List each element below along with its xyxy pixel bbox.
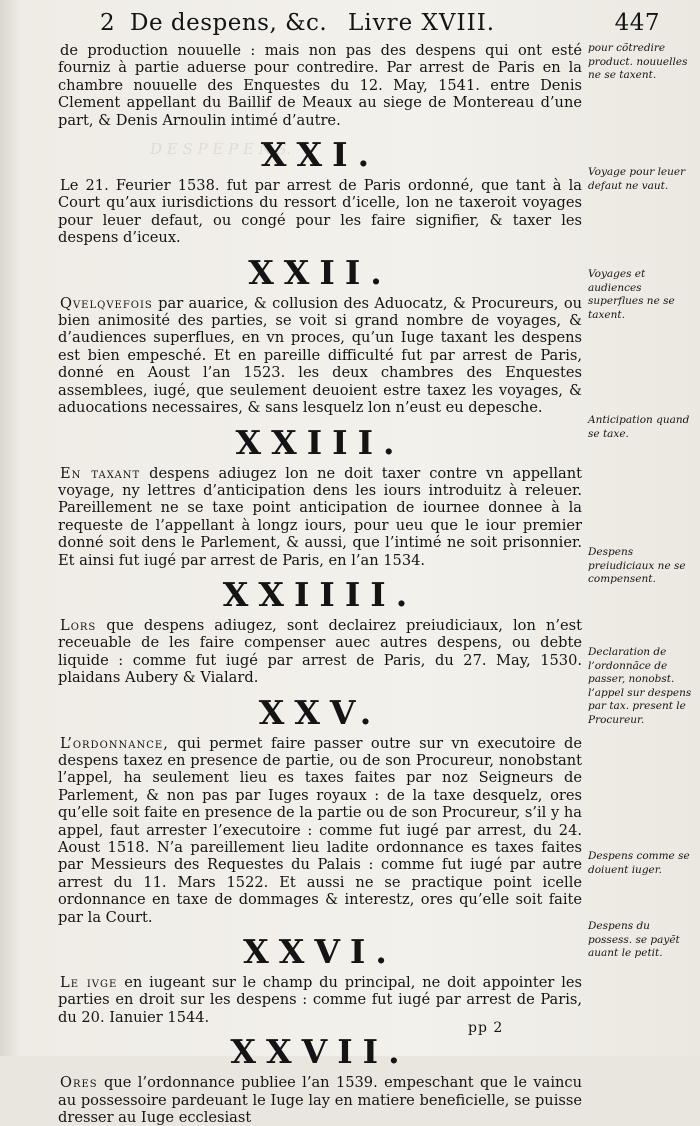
margin-note: Anticipation quand se taxe. [588,414,690,440]
section-paragraph [58,1074,582,1126]
section-heading: XXIII. [235,422,405,462]
margin-note: Despens comme se doiuent iuger. [588,850,690,876]
lead-word: En taxant [60,464,141,482]
running-header [100,6,660,40]
section-paragraph [58,295,582,417]
margin-note: pour cõtredire product. nouuelles ne se taxent. [588,42,688,82]
paragraph-text: par auarice, & collusion des Aduocatz, & Procureurs, ou bien animosité des parties, se voit si grand nombre de voyages, & d’audiences superflues, en vn proces, qu’un Iuge taxant les despens est bien empesché. Et en pareille difficulté fut par arrest de Paris, donné en Aoust l’an 1523. les deux chambres des Enquestes assemblees, iugé, que seulement deuoient estre taxez les voyages, & aduocations necessaires, & sans lesquelz lon n’eust eu depesche. [58,294,582,417]
margin-note: Voyages et audiences superflues ne se taxent. [588,268,675,321]
section-heading: XXIIII. [222,574,418,614]
paragraph-text: despens adiugez lon ne doit taxer contre vn appellant voyage, ny lettres d’anticipation dens les iours introduitz à releuer. Pareillement ne se taxe point anticipation de iournee donnee à la requeste de l’appellant à longz iours, pour ueu que le iour premier donné soit dens le Parlement, & aussi, que l’intimé ne soit prisonnier. Et ainsi fut iugé par arrest de Paris, en l’an 1534. [58,464,582,569]
paragraph-text: que despens adiugez, sont declairez preiudiciaux, lon n’est receuable de les faire compenser auec autres despens, ou debte liquide : comme fut iugé par arrest de Paris, du 27. May, 1530. plaidans Aubery & Vialard. [58,616,582,687]
margin-note: Voyage pour leuer defaut ne vaut. [588,166,686,192]
margin-note: Despens preiudiciaux ne se compensent. [588,546,686,586]
lead-word: L’ordonnance, [60,734,169,752]
running-title: De despens, &c. [130,10,328,36]
book-number: Livre XVIII. [348,10,496,36]
page-number: 2 [100,10,116,36]
paragraph-text: que l’ordonnance publiee l’an 1539. empeschant que le vaincu au possessoire pardeuant le Iuge lay en matiere beneficielle, se puisse dresser au Iuge ecclesiast [58,1074,582,1126]
section-paragraph [58,617,582,687]
signature-mark: pp 2 [468,1020,504,1036]
main-text [58,42,582,1126]
margin-note: Despens du possess. se payẽt auant le petit. [588,920,680,960]
section-heading: XXI. [260,135,380,175]
section-heading: XXVII. [230,1032,410,1072]
section-heading: XXII. [248,252,392,292]
lead-word: Le ivge [60,974,118,992]
section-paragraph [58,177,582,247]
section-paragraph [58,974,582,1026]
section-paragraph [58,735,582,926]
section-heading: XXV. [258,692,382,732]
show-through-text: D E S P E P E N S. [150,140,292,158]
paragraph-text: en iugeant sur le champ du principal, ne doit appointer les parties en droit sur les despens : comme fut iugé par arrest de Paris, du 20. Ianuier 1544. [58,974,583,1026]
section-paragraph [58,465,582,569]
paragraph-text: qui permet faire passer outre sur vn executoire de despens taxez en presence de partie, ou de son Procureur, nonobstant l’appel, ha seulement lieu es taxes faites par noz Seigneurs de Parlement, & non pas par Iuges royaux : de la taxe desquelz, ores qu’elle soit faite en presence de la partie ou de son Procureur, s’il y ha appel, faut arrester l’executoire : comme fut iugé par arrest, du 24. Aoust 1518. N’a pareillement lieu ladite ordonnance es taxes faites par Messieurs des Requestes du Palais : comme fut iugé par autre arrest du 11. Mars 1522. Et aussi ne se practique point icelle ordonnance en taxe de dommages & interestz, ores qu’elle soit faite par la Court. [58,734,582,926]
folio-number: 447 [614,10,660,36]
lead-word: Ores [60,1074,98,1092]
lead-word: Lors [60,616,97,634]
paragraph-text: Le 21. Feurier 1538. fut par arrest de Paris ordonné, que tant à la Court qu’aux iurisdictions du ressort d’icelle, lon ne taxeroit voyages pour leuer defaut, ou congé pour les faire signifier, & taxer les despens d’iceux. [58,177,582,247]
section-heading: XXVI. [243,932,397,972]
lead-word: Qvelqvefois [60,294,153,312]
margin-note: Declaration de l’ordonnãce de passer, nonobst. l’appel sur despens par tax. present le Procureur. [588,646,692,726]
intro-paragraph: de production nouuelle : mais non pas des despens qui ont esté fourniz à partie aduerse pour contredire. Par arrest de Paris en la chambre nouuelle des Enquestes du 12. May, 1541. entre Denis Clement appellant du Baillif de Meaux au siege de Montereau d’une part, & Denis Arnoulin intimé d’autre. [58,42,582,129]
